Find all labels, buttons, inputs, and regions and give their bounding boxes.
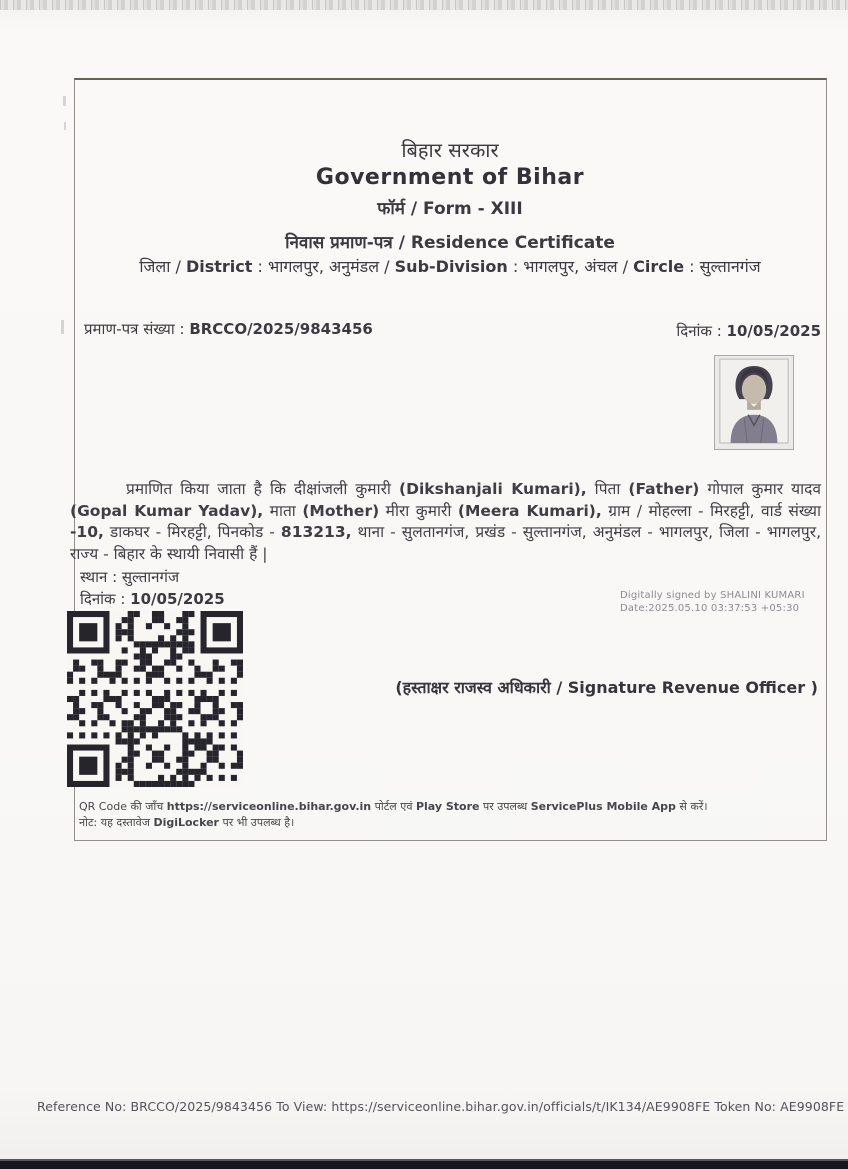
text-segment: : भागलपुर, अंचल / <box>507 257 634 276</box>
government-name-english: Government of Bihar <box>315 165 585 190</box>
text-segment: नोट: यह दस्तावेज <box>79 815 154 829</box>
text-segment: Sub-Division <box>394 257 508 276</box>
district-subdivision-circle-line <box>75 255 825 277</box>
text-segment: -10, <box>70 523 104 541</box>
scan-smudge <box>64 122 66 130</box>
text-segment: QR Code की जाँच <box>79 800 167 813</box>
text-segment: District <box>185 257 253 276</box>
signature-officer-caption: (हस्ताक्षर राजस्व अधिकारी / Signature Revenue Officer ) <box>395 678 818 697</box>
text-segment: Circle <box>633 257 685 276</box>
scanner-edge-bottom <box>0 1159 848 1169</box>
text-segment: गोपाल कुमार यादव <box>699 480 821 498</box>
reference-line: Reference No: BRCCO/2025/9843456 To View: https://serviceonline.bihar.gov.in/officials/t/IK134/AE9908FE Token No: AE9908FE <box>37 1099 845 1114</box>
text-segment: DigiLocker <box>153 815 219 829</box>
text-segment: (Mother) <box>302 501 380 520</box>
text-segment: पोर्टल एवं <box>371 800 416 813</box>
text-segment: (Meera Kumari), <box>457 501 602 520</box>
signing-date-value: 10/05/2025 <box>130 590 225 608</box>
applicant-photo <box>714 355 794 450</box>
text-segment: पिता <box>586 480 629 498</box>
text-segment: से करें। <box>675 800 708 813</box>
signing-date-line <box>80 589 225 609</box>
government-name-hindi: बिहार सरकार <box>401 138 499 162</box>
text-segment: https://serviceonline.bihar.gov.in <box>166 800 372 813</box>
qr-code-image <box>67 611 243 787</box>
certificate-body-text <box>70 479 821 565</box>
text-segment: (Father) <box>628 480 700 498</box>
applicant-photo-image <box>715 356 793 449</box>
text-segment: डाकघर - मिरहट्टी, पिनकोड - <box>103 523 281 541</box>
qr-verification-note <box>79 799 819 815</box>
text-segment: (Gopal Kumar Yadav), <box>70 501 264 520</box>
scanner-edge-top <box>0 0 848 10</box>
certificate-number-value: BRCCO/2025/9843456 <box>189 320 373 338</box>
issue-date-line <box>75 321 821 341</box>
text-segment: माता <box>263 501 303 520</box>
text-segment: थाना - सुलतानगंज, प्रखंड - सुल्तानगंज, अनुमंडल - भागलपुर, जिला - भागलपुर, राज्य - बिहार के स्थायी निवासी हैं | <box>70 523 822 563</box>
text-segment: मीरा कुमारी <box>379 501 458 520</box>
certificate-number-label: प्रमाण-पत्र संख्या : <box>84 320 190 338</box>
digilocker-note <box>79 815 819 831</box>
footer-notes <box>79 799 819 830</box>
text-segment: Play Store <box>415 800 480 813</box>
text-segment: ग्राम / मोहल्ला - मिरहट्टी, वार्ड संख्या <box>601 501 821 520</box>
digital-signature-line2: Date:2025.05.10 03:37:53 +05:30 <box>620 603 800 614</box>
qr-code <box>67 611 243 787</box>
scan-smudge <box>63 96 66 106</box>
form-number-line: फॉर्म / Form - XIII <box>377 199 523 219</box>
text-segment: पर उपलब्ध <box>479 800 531 813</box>
place-line <box>80 567 179 587</box>
text-segment: : भागलपुर, अनुमंडल / <box>252 257 395 276</box>
text-segment: जिला / <box>139 257 186 276</box>
text-segment: (Dikshanjali Kumari), <box>399 480 587 498</box>
place-label: स्थान : <box>80 568 122 586</box>
digital-signature-line1: Digitally signed by SHALINI KUMARI <box>620 590 805 601</box>
digital-signature-text <box>620 589 840 615</box>
text-segment: 813213, <box>280 523 352 541</box>
text-segment: प्रमाणित किया जाता है कि दीक्षांजली कुमारी <box>126 480 400 498</box>
text-segment: ServicePlus Mobile App <box>530 800 676 813</box>
certificate-title: निवास प्रमाण-पत्र / Residence Certificate <box>285 233 615 253</box>
issue-date-value: 10/05/2025 <box>726 322 821 340</box>
text-segment: : सुल्तानगंज <box>684 257 761 276</box>
issue-date-label: दिनांक : <box>676 322 727 340</box>
text-segment: पर भी उपलब्ध है। <box>218 815 295 829</box>
scan-smudge <box>61 320 64 334</box>
signing-date-label: दिनांक : <box>80 590 131 608</box>
place-value: सुल्तानगंज <box>121 568 180 586</box>
